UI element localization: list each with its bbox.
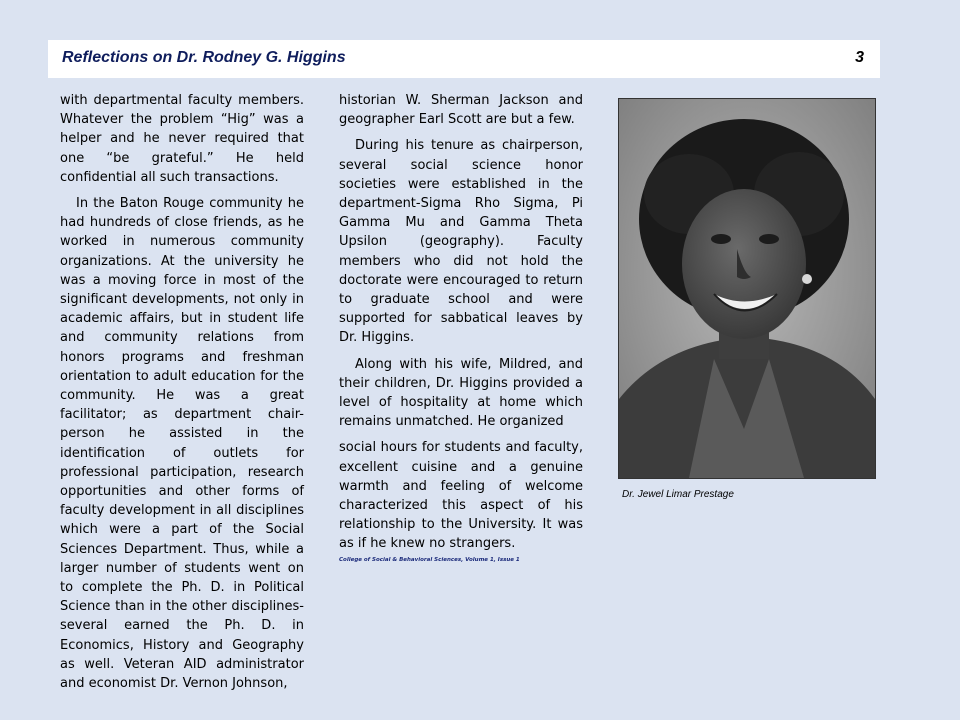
paragraph: Along with his wife, Mildred, and their children, Dr. Higgins provided a level of hospitality at home which remains unmatched. He organized: [339, 356, 583, 430]
page-header: [48, 40, 880, 78]
paragraph: social hours for students and faculty, excellent cuisine and a genuine warmth and feeling of welcome characterized this aspect of his relationship to the University. It was as if he knew no strangers.: [339, 440, 583, 552]
article-column-middle: [339, 91, 583, 564]
paragraph: with departmental faculty members. Whatever the problem “Hig” was a helper and he never required that one “be grateful.” He held confidential all such transactions.: [60, 93, 304, 185]
issue-footnote: College of Social & Behavioral Sciences, Volume 1, Issue 1: [339, 556, 520, 563]
paragraph: historian W. Sherman Jackson and geographer Earl Scott are but a few.: [339, 93, 583, 128]
paragraph: During his tenure as chairperson, several social science honor societies were established in the department-Sigma Rho Sigma, Pi Gamma Mu and Gamma Theta Upsilon (geography). Faculty members who did not hold the doctorate were encouraged to return to graduate school and were supported for sabbatical leaves by Dr. Higgins.: [339, 138, 583, 346]
newsletter-title: Reflections on Dr. Rodney G. Higgins: [62, 49, 346, 66]
paragraph: In the Baton Rouge community he had hundreds of close friends, as he worked in numerous community organizations. At the university he was a moving force in most of the significant developments, not only in academic affairs, but in student life and community relations from honors programs and freshman orientation to adult education for the community. He was a great facilitator; as department chair-person he assisted in the identification of outlets for professional participation, research opportunities and other forms of faculty development in all disciplines which were a part of the Social Sciences Department. Thus, while a larger number of students went on to complete the Ph. D. in Political Science than in the other disciplines-several earned the Ph. D. in Economics, History and Geography as well. Veteran AID administrator and economist Dr. Vernon Johnson,: [60, 196, 304, 692]
page-number: 3: [855, 49, 864, 66]
portrait-image: [619, 99, 875, 478]
article-column-left: [60, 91, 304, 700]
portrait-photo: [618, 98, 876, 479]
photo-caption: Dr. Jewel Limar Prestage: [622, 489, 734, 500]
